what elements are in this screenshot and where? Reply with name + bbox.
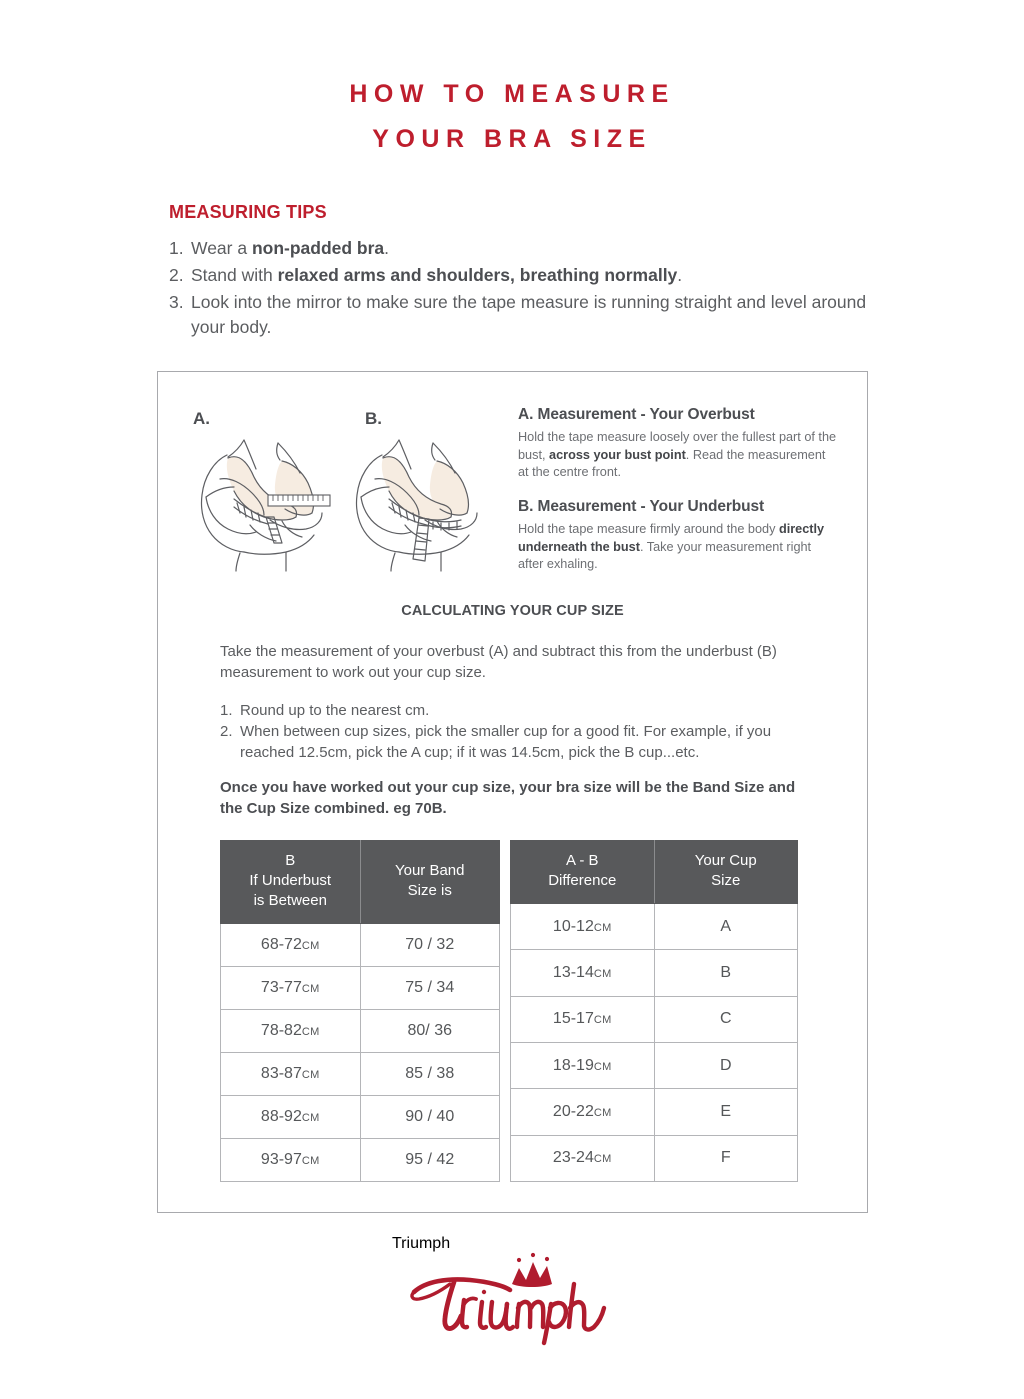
underbust-measurement-block — [518, 498, 838, 574]
cup-size-table — [510, 840, 798, 1182]
list-item — [169, 290, 869, 340]
cell-band-size: 85 / 38 — [360, 1053, 500, 1096]
list-item-number: 3. — [169, 292, 184, 312]
table-row — [511, 1135, 798, 1181]
cell-cup-size: B — [654, 950, 798, 996]
measuring-tips-list — [169, 236, 869, 342]
cell-band-size: 95 / 42 — [360, 1139, 500, 1182]
brand-logo — [0, 1235, 1024, 1353]
table-row — [511, 996, 798, 1042]
cell-underbust-range: 68-72CM — [221, 924, 361, 967]
cell-difference-range: 13-14CM — [511, 950, 655, 996]
cell-difference-range: 23-24CM — [511, 1135, 655, 1181]
table-row — [511, 1042, 798, 1088]
page-title-line-2: YOUR BRA SIZE — [372, 125, 652, 153]
overbust-measurement-body: Hold the tape measure loosely over the fullest part of the bust, across your bust point. Read the measurement at the centre front. — [518, 430, 837, 479]
cell-difference-range: 15-17CM — [511, 996, 655, 1042]
cell-underbust-range: 73-77CM — [221, 967, 361, 1010]
cell-cup-size: C — [654, 996, 798, 1042]
list-item-number: 1. — [220, 702, 233, 719]
calculating-intro-text: Take the measurement of your overbust (A) and subtract this from the underbust (B) measurement to work out your cup size. — [220, 643, 777, 681]
list-item-text: Stand with relaxed arms and shoulders, breathing normally. — [191, 265, 683, 285]
table-header-row — [511, 841, 798, 904]
column-header-band-size: Your Band Size is — [360, 841, 500, 924]
cell-difference-range: 18-19CM — [511, 1042, 655, 1088]
list-item-number: 2. — [220, 723, 233, 740]
table-row — [221, 1139, 500, 1182]
underbust-illustration — [337, 425, 497, 580]
cell-underbust-range: 88-92CM — [221, 1096, 361, 1139]
underbust-measurement-title: B. Measurement - Your Underbust — [518, 498, 765, 515]
list-item-text: When between cup sizes, pick the smaller cup for a good fit. For example, if you reached 12.5cm, pick the A cup; if it was 14.5cm, pick the B cup...etc. — [240, 723, 772, 761]
cell-band-size: 80/ 36 — [360, 1010, 500, 1053]
cell-band-size: 70 / 32 — [360, 924, 500, 967]
underbust-measurement-body: Hold the tape measure firmly around the body directly underneath the bust. Take your measurement right after exhaling. — [518, 522, 825, 571]
illustration-b-label: B. — [365, 409, 382, 428]
list-item-text: Look into the mirror to make sure the tape measure is running straight and level around your body. — [191, 292, 867, 337]
column-header-cup-size: Your Cup Size — [654, 841, 798, 904]
triumph-logo-svg — [392, 1235, 632, 1348]
page-title — [0, 72, 1024, 162]
cell-cup-size: A — [654, 904, 798, 950]
measuring-tips-heading: MEASURING TIPS — [169, 202, 327, 222]
list-item-number: 2. — [169, 265, 184, 285]
calculating-steps-list — [220, 700, 810, 763]
cell-band-size: 90 / 40 — [360, 1096, 500, 1139]
list-item — [220, 721, 810, 763]
table-row — [511, 1089, 798, 1135]
table-row — [221, 1053, 500, 1096]
calculating-cup-size-heading: CALCULATING YOUR CUP SIZE — [401, 603, 624, 619]
cell-underbust-range: 93-97CM — [221, 1139, 361, 1182]
list-item — [169, 263, 869, 288]
cell-difference-range: 20-22CM — [511, 1089, 655, 1135]
table-row — [221, 967, 500, 1010]
page-title-line-1: HOW TO MEASURE — [349, 80, 675, 108]
cell-underbust-range: 78-82CM — [221, 1010, 361, 1053]
cell-cup-size: E — [654, 1089, 798, 1135]
illustration-a-label: A. — [193, 409, 210, 428]
overbust-measurement-title: A. Measurement - Your Overbust — [518, 406, 755, 423]
list-item-text: Wear a non-padded bra. — [191, 238, 390, 258]
crown-icon — [512, 1253, 552, 1287]
table-header-row — [221, 841, 500, 924]
overbust-measurement-block — [518, 406, 838, 482]
cell-cup-size: D — [654, 1042, 798, 1088]
logo-wordmark-text: Triumph — [392, 1235, 451, 1252]
table-row — [511, 950, 798, 996]
table-row — [221, 924, 500, 967]
cell-cup-size: F — [654, 1135, 798, 1181]
list-item — [169, 236, 869, 261]
list-item-text: Round up to the nearest cm. — [240, 702, 430, 719]
overbust-illustration — [182, 425, 342, 580]
table-row — [511, 904, 798, 950]
cell-difference-range: 10-12CM — [511, 904, 655, 950]
band-size-table — [220, 840, 500, 1182]
list-item-number: 1. — [169, 238, 184, 258]
table-row — [221, 1096, 500, 1139]
cell-band-size: 75 / 34 — [360, 967, 500, 1010]
column-header-difference: A - B Difference — [511, 841, 655, 904]
calculating-note-text: Once you have worked out your cup size, your bra size will be the Band Size and the Cup Size combined. eg 70B. — [220, 779, 796, 817]
column-header-underbust: B If Underbust is Between — [221, 841, 361, 924]
table-row — [221, 1010, 500, 1053]
cell-underbust-range: 83-87CM — [221, 1053, 361, 1096]
size-tables — [220, 840, 808, 1182]
list-item — [220, 700, 810, 721]
